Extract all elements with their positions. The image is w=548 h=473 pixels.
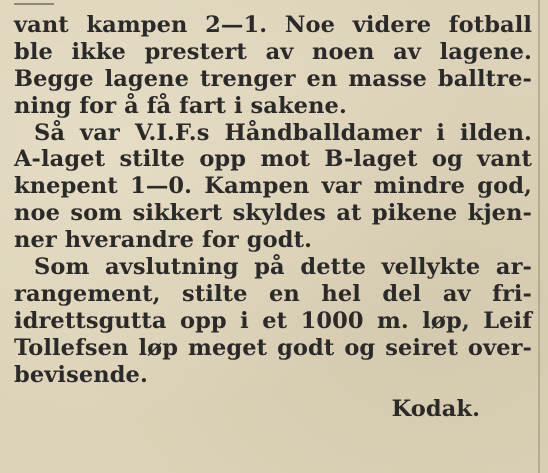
paragraph-2 (14, 120, 532, 254)
article-line: Tollefsen løp meget godt og seiret over- (14, 334, 532, 361)
article-line: idrettsgutta opp i et 1000 m. løp, Leif (14, 307, 532, 334)
article-line: A-laget stilte opp mot B-laget og vant (14, 146, 532, 173)
top-rule (14, 3, 54, 5)
article-line: bevisende. (14, 361, 148, 388)
article-body (14, 12, 532, 423)
author-signature: Kodak. (391, 396, 480, 423)
paragraph-1 (14, 12, 532, 120)
column-edge-rule (538, 0, 540, 473)
article-line: rangement, stilte en hel del av fri- (14, 280, 532, 307)
article-line: Som avslutning på dette vellykte ar- (34, 254, 532, 281)
article-line: vant kampen 2—1. Noe videre fotball (14, 12, 532, 38)
paragraph-3 (14, 254, 532, 388)
article-line: noe som sikkert skyldes at pikene kjen- (14, 200, 532, 227)
article-line: knepent 1—0. Kampen var mindre god, (14, 173, 532, 200)
article-line: ble ikke prestert av noen av lagene. (14, 38, 532, 65)
article-line: Så var V.I.F.s Håndballdamer i ilden. (34, 119, 532, 146)
article-line: ner hverandre for godt. (14, 227, 313, 254)
article-line: Begge lagene trenger en masse balltre- (14, 65, 532, 92)
article-line: ning for å få fart i sakene. (14, 92, 347, 119)
